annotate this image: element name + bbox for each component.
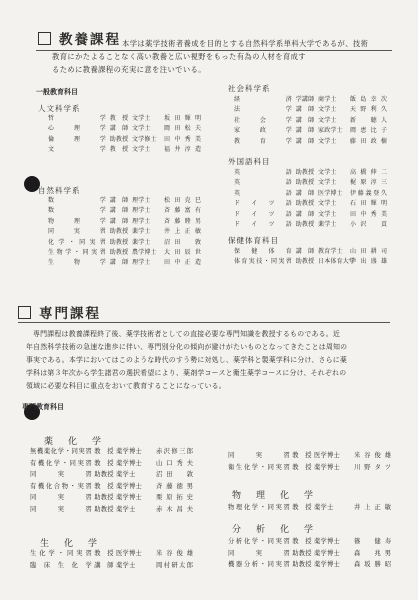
subject: 保 健 体 育 <box>234 248 292 255</box>
rank: 講 師 <box>109 217 129 225</box>
specialized-education-heading <box>18 302 101 322</box>
faculty-row <box>48 258 202 268</box>
subject: 有機化合物・実習 <box>30 482 92 490</box>
instructor: 飯島幸次 <box>350 96 388 103</box>
instructor: 沼田 敦 <box>164 238 202 246</box>
degree: 文学修士 <box>132 135 157 143</box>
degree: 薬学士 <box>132 228 151 236</box>
rank: 教 授 <box>94 448 114 455</box>
degree: 農学博士 <box>132 249 157 257</box>
degree: 薬学博士 <box>116 459 142 467</box>
faculty-row <box>234 189 388 199</box>
foreign-languages-faculty-list <box>234 168 388 230</box>
rank: 講 師 <box>295 137 315 145</box>
intro-line: 教育にかたよることなく高い教養と広い視野をもった有為の人材を育成す <box>52 52 306 61</box>
subject: 英 語 <box>234 189 292 197</box>
rank: 教 授 <box>109 146 129 154</box>
faculty-row <box>234 220 388 230</box>
instructor: 米谷俊雄 <box>156 550 194 557</box>
biochem-title: 生 化 学 <box>40 539 101 549</box>
rank: 助教授 <box>94 471 114 479</box>
rank: 教 授 <box>292 463 312 471</box>
heading-box-icon <box>38 32 51 45</box>
degree: 商学士 <box>318 96 337 103</box>
instructor: 石田輝明 <box>350 200 388 208</box>
subject: 物 理 学 <box>48 217 106 225</box>
rank: 教 授 <box>292 538 312 545</box>
rank: 講 師 <box>109 207 129 215</box>
rank: 助教授 <box>109 249 129 257</box>
subject: 同 実 習 <box>30 471 92 479</box>
subject: 同 実 習 <box>228 452 290 459</box>
instructor: 赤沢修三郎 <box>156 448 194 455</box>
degree: 薬学博士 <box>116 448 142 455</box>
degree: 薬学士 <box>318 221 337 229</box>
specialized-intro <box>26 328 406 393</box>
humanities-title: 人文科学系 <box>38 104 81 113</box>
instructor: 山口秀夫 <box>156 459 194 467</box>
subject: 家 政 学 <box>234 127 292 135</box>
subject: 機器分析・同実習 <box>228 561 290 569</box>
instructor: 梶原淳三 <box>350 179 388 187</box>
faculty-row <box>234 247 388 257</box>
intro-line: 学科は第３年次から学生諸君の選択希望により、薬剤学コースと衛生薬学コースに分け、それぞれの <box>26 369 347 377</box>
instructor: 岡田松夫 <box>164 125 202 133</box>
biochem-faculty-list <box>30 548 194 571</box>
subject: 同 実 習 <box>30 505 92 513</box>
subject: 数 学 <box>48 207 106 215</box>
faculty-row <box>234 210 388 220</box>
subject: 分析化学・同実習 <box>228 538 290 545</box>
degree: 薬学士 <box>132 238 151 246</box>
instructor: 斉藤睦男 <box>164 217 202 225</box>
faculty-row <box>234 95 388 105</box>
degree: 理学士 <box>132 217 151 225</box>
natural-sciences-title: 自然科学系 <box>38 186 81 195</box>
instructor: 川野タツ <box>354 463 392 471</box>
degree: 薬学博士 <box>314 549 340 557</box>
rank: 助教授 <box>292 561 312 569</box>
subject: 哲 学 <box>48 115 106 122</box>
heading-rule <box>18 322 390 323</box>
instructor: 赤木昌夫 <box>156 505 194 513</box>
instructor: 井上正敏 <box>354 504 392 511</box>
degree: 文学士 <box>318 169 337 176</box>
instructor: 坂田輝明 <box>164 115 202 122</box>
rank: 教 授 <box>292 504 312 511</box>
degree: 文学士 <box>318 210 337 218</box>
instructor: 岡村研太郎 <box>156 561 194 569</box>
faculty-row <box>30 481 194 493</box>
instructor: 沼田 敦 <box>156 471 194 479</box>
instructor: 山田耕司 <box>350 248 388 255</box>
faculty-row <box>30 504 194 516</box>
rank: 講 師 <box>295 116 315 124</box>
degree: 薬学士 <box>116 561 136 569</box>
rank: 教 授 <box>109 115 129 122</box>
degree: 文学士 <box>318 106 337 114</box>
rank: 助教授 <box>295 221 315 229</box>
degree: 家政学士 <box>318 127 343 135</box>
instructor: 田中正造 <box>164 259 202 267</box>
intro-line: るために教養課程の充実に意を注いでいる。 <box>52 65 206 74</box>
rank: 教 授 <box>94 550 114 557</box>
faculty-row <box>30 492 194 504</box>
degree: 理学士 <box>132 259 151 267</box>
rank: 講 師 <box>109 125 129 133</box>
rank: 助教授 <box>109 135 129 143</box>
faculty-row <box>48 248 202 258</box>
rank: 助教授 <box>292 549 312 557</box>
specialized-subjects-label: 専門教育科目 <box>22 403 64 411</box>
degree: 薬学博士 <box>314 463 340 471</box>
degree: 薬学博士 <box>116 494 142 502</box>
general-intro <box>52 37 392 76</box>
degree: 文学士 <box>318 137 337 145</box>
general-education-title: 教養課程 <box>59 32 121 48</box>
subject: ド イ ツ 語 <box>234 200 292 208</box>
faculty-row <box>48 124 202 134</box>
rank: 教 授 <box>94 459 114 467</box>
rank: 助教授 <box>295 179 315 187</box>
subject: 有機化学・同実習 <box>30 459 92 467</box>
subject: ド イ ツ 語 <box>234 221 292 229</box>
degree: 薬学士 <box>116 471 136 479</box>
faculty-row <box>234 116 388 126</box>
subject: 体育実技・同実習 <box>234 258 292 266</box>
faculty-row <box>48 227 202 237</box>
faculty-row <box>48 238 202 248</box>
instructor: 天野利久 <box>350 106 388 114</box>
foreign-languages-title: 外国語科目 <box>228 157 271 166</box>
rank: 助教授 <box>109 238 129 246</box>
degree: 医学博士 <box>314 452 340 459</box>
intro-line: 年自然科学技術の急速な進歩に伴い、専門別分化の傾向が避けがたいものとなってきたことは周知の <box>26 343 348 351</box>
faculty-row <box>234 199 388 209</box>
subject: 同 実 習 <box>30 494 92 502</box>
rank: 講 師 <box>295 210 315 218</box>
faculty-row <box>48 145 202 155</box>
faculty-row <box>228 462 392 474</box>
faculty-row <box>234 105 388 115</box>
instructor: 中出盛雄 <box>350 258 388 266</box>
faculty-row <box>234 137 388 147</box>
faculty-row <box>228 502 392 514</box>
intro-line: 事実である。本学においてはこのような時代のすう勢に対処し、薬学科と製薬学科に分け、さらに薬 <box>26 356 348 364</box>
health-pe-title: 保健体育科目 <box>228 236 279 245</box>
hygiene-faculty-list <box>228 450 392 473</box>
degree: 薬学士 <box>314 504 334 511</box>
subject: 生物学・同実習 <box>48 249 106 257</box>
subject: 衛生化学・同実習 <box>228 463 290 471</box>
rank: 学講師 <box>295 96 315 103</box>
subject: 法 学 <box>234 106 292 114</box>
subject: 物理化学・同実習 <box>228 504 290 511</box>
faculty-row <box>48 217 202 227</box>
faculty-row <box>234 257 388 267</box>
subject: 無機薬化学・同実習 <box>30 448 92 455</box>
degree: 医学博士 <box>116 550 142 557</box>
faculty-row <box>48 196 202 206</box>
instructor: 森坂勝昭 <box>354 561 392 569</box>
natural-sciences-faculty-list <box>48 196 202 269</box>
instructor: 斉藤富有 <box>164 207 202 215</box>
faculty-row <box>30 458 194 470</box>
subject: 経 済 <box>234 96 292 103</box>
degree: 薬学博士 <box>314 561 340 569</box>
rank: 助教授 <box>295 169 315 176</box>
instructor: 栗原拓史 <box>156 494 194 502</box>
rank: 助教授 <box>94 494 114 502</box>
faculty-row <box>30 548 194 560</box>
faculty-row <box>30 469 194 481</box>
degree: 文学士 <box>318 179 337 187</box>
faculty-row <box>234 168 388 178</box>
subject: 英 語 <box>234 179 292 187</box>
instructor: 井上正敏 <box>164 228 202 236</box>
faculty-row <box>234 126 388 136</box>
subject: 同 実 習 <box>228 549 290 557</box>
subject: 教 育 学 <box>234 137 292 145</box>
subject: 社 会 学 <box>234 116 292 124</box>
instructor: 小沢 貢 <box>350 221 388 229</box>
instructor: 松田克巳 <box>164 197 202 204</box>
faculty-row <box>234 178 388 188</box>
intro-line: 専門課程は教養課程終了後、薬学技術者としての直接必要な専門知識を教授するものである。近 <box>33 330 341 338</box>
rank: 教 授 <box>292 452 312 459</box>
degree: 薬学士 <box>116 505 136 513</box>
rank: 助教授 <box>109 228 129 236</box>
faculty-row <box>48 135 202 145</box>
humanities-faculty-list <box>48 114 202 156</box>
instructor: 高橋伸二 <box>350 169 388 176</box>
subject: 数 学 <box>48 197 106 204</box>
instructor: 篠 健寿 <box>354 538 392 545</box>
subject: 文 学 <box>48 146 106 154</box>
faculty-row <box>228 450 392 462</box>
subject: 心 理 学 <box>48 125 106 133</box>
rank: 講 師 <box>109 197 129 204</box>
rank: 講 師 <box>295 127 315 135</box>
degree: 理学士 <box>132 197 151 204</box>
degree: 文学士 <box>132 115 151 122</box>
rank: 講 師 <box>295 248 315 255</box>
faculty-row <box>48 114 202 124</box>
rank: 講 師 <box>295 106 315 114</box>
faculty-row <box>48 206 202 216</box>
degree: 薬学博士 <box>116 482 142 490</box>
general-subjects-label: 一般教育科目 <box>36 88 78 96</box>
analytical-chem-title: 分 析 化 学 <box>232 525 317 535</box>
phys-chem-faculty-list <box>228 502 392 514</box>
subject: 生 物 学 <box>48 259 106 267</box>
rank: 講 師 <box>109 259 129 267</box>
rank: 講 師 <box>94 561 114 569</box>
subject: ド イ ツ 語 <box>234 210 292 218</box>
faculty-row <box>30 560 194 572</box>
instructor: 森 兆男 <box>354 549 392 557</box>
subject: 同 実 習 <box>48 228 106 236</box>
instructor: 大田辰世 <box>164 249 202 257</box>
degree: 薬学博士 <box>314 538 340 545</box>
subject: 生化学・同実習 <box>30 550 92 557</box>
instructor: 斉藤徳男 <box>156 482 194 490</box>
degree: 医学博士 <box>318 189 343 197</box>
faculty-row <box>228 536 392 548</box>
health-pe-faculty-list <box>234 247 388 268</box>
degree: 理学士 <box>132 207 151 215</box>
degree: 文学士 <box>318 116 337 124</box>
degree: 日本体育大学 <box>318 258 356 266</box>
phys-chem-title: 物 理 化 学 <box>232 491 317 501</box>
instructor: 新 聴人 <box>350 116 388 124</box>
rank: 教 授 <box>94 482 114 490</box>
instructor: 福井淳造 <box>164 146 202 154</box>
degree: 文学士 <box>132 146 151 154</box>
rank: 助教授 <box>94 505 114 513</box>
rank: 講 師 <box>295 189 315 197</box>
instructor: 田中秀美 <box>164 135 202 143</box>
instructor: 岡恵比子 <box>350 127 388 135</box>
degree: 教育学士 <box>318 248 343 255</box>
pharm-chem-title: 薬 化 学 <box>44 437 105 447</box>
intro-line: 領域に必要な科目に重点をおいて教育することになっている。 <box>26 382 226 390</box>
degree: 文学士 <box>132 125 151 133</box>
instructor: 田中秀美 <box>350 210 388 218</box>
subject: 化学・同実習 <box>48 238 106 246</box>
instructor: 米谷俊雄 <box>354 452 392 459</box>
degree: 文学士 <box>318 200 337 208</box>
intro-line: 本学は薬学技術者養成を目的とする自然科学系単科大学であるが、技術 <box>122 39 369 48</box>
rank: 助教授 <box>295 258 315 266</box>
faculty-row <box>228 559 392 571</box>
specialized-education-title: 専門課程 <box>39 306 101 322</box>
heading-box-icon <box>18 306 31 319</box>
faculty-row <box>30 446 194 458</box>
subject: 倫 理 学 <box>48 135 106 143</box>
rank: 助教授 <box>295 200 315 208</box>
instructor: 伊藤義登久 <box>350 189 388 197</box>
analytical-chem-faculty-list <box>228 536 392 571</box>
subject: 臨床生化学 <box>30 561 92 569</box>
social-sciences-title: 社会科学系 <box>228 84 271 93</box>
subject: 英 語 <box>234 169 292 176</box>
instructor: 藤田政樹 <box>350 137 388 145</box>
social-sciences-faculty-list <box>234 95 388 147</box>
pharm-chem-faculty-list <box>30 446 194 516</box>
faculty-row <box>228 548 392 560</box>
